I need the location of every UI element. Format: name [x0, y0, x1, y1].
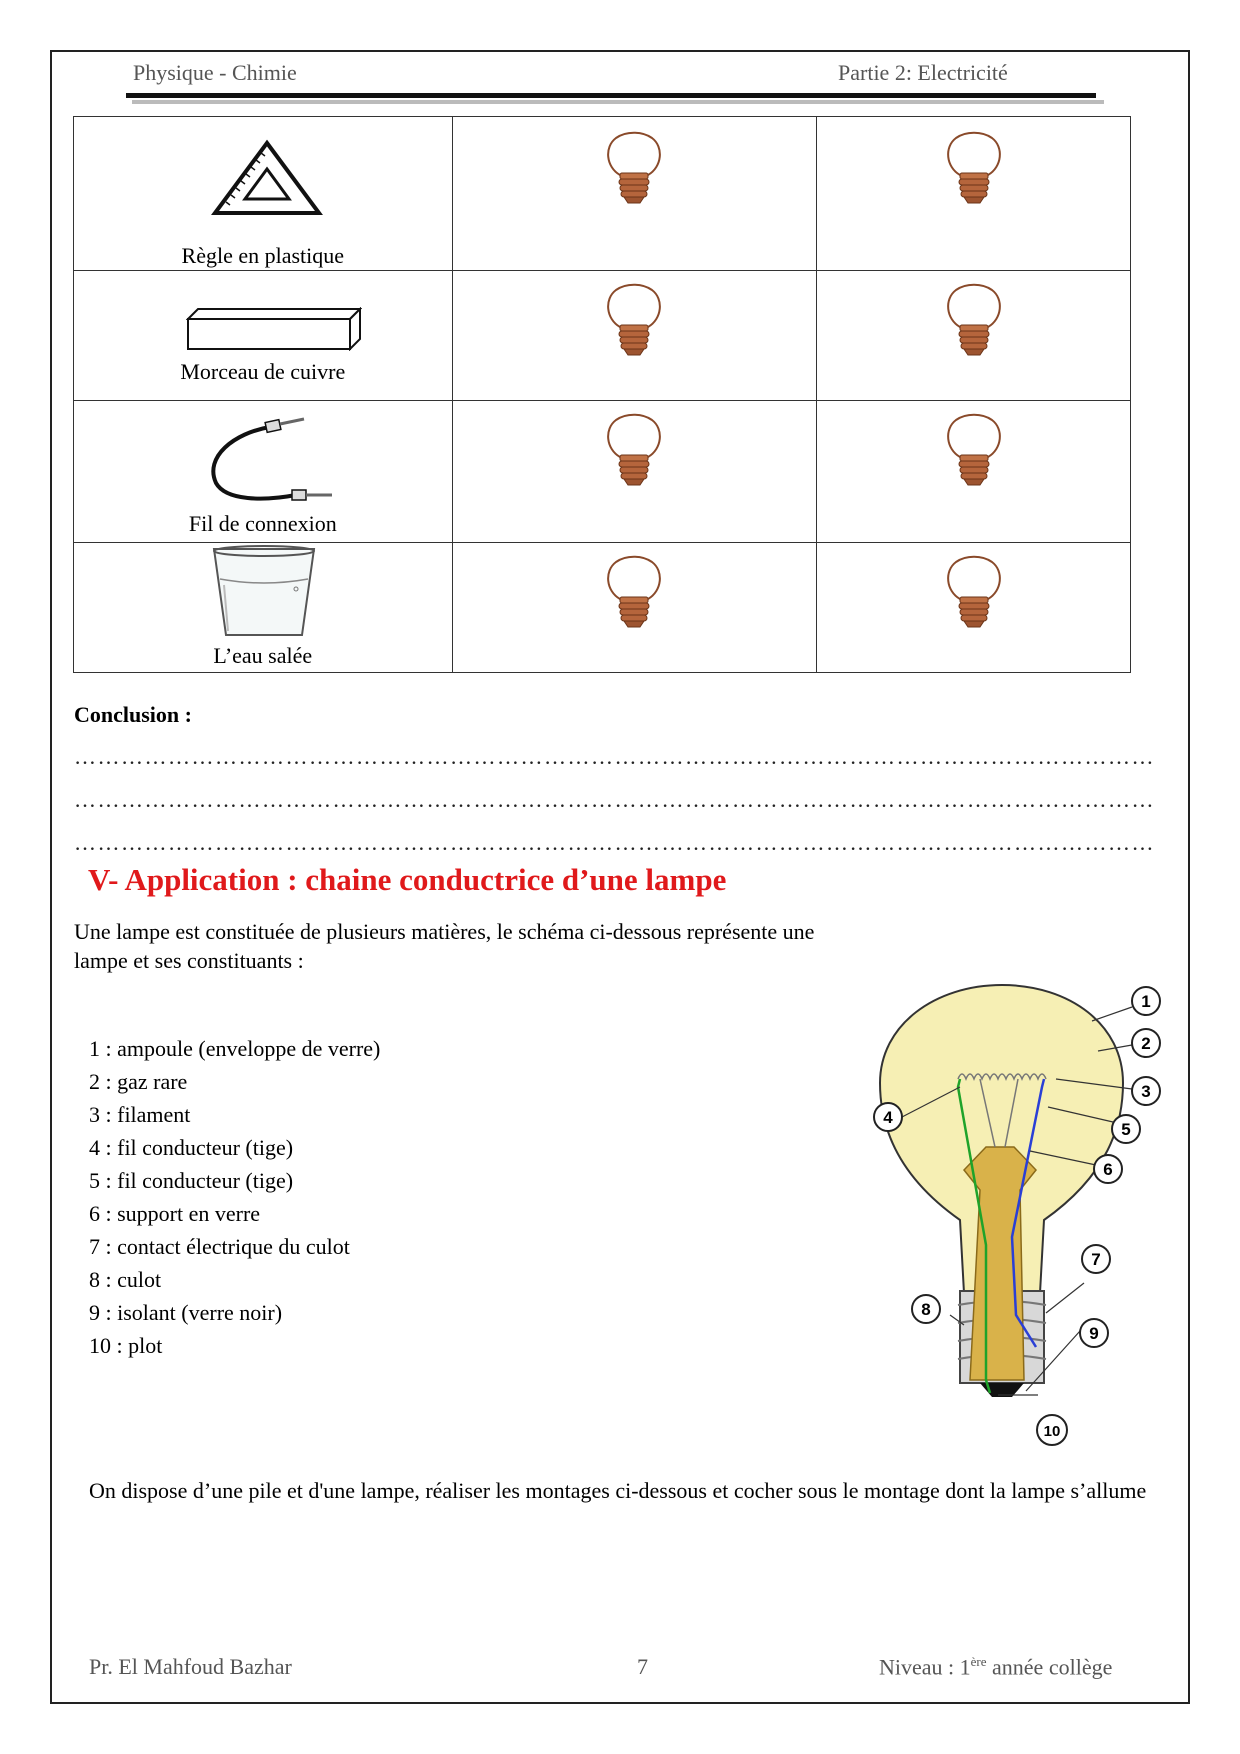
bulb-icon	[942, 413, 1006, 487]
answer-line[interactable]: …………………………………………………………………………………………………………………………	[74, 830, 1155, 855]
footer-level-sup: ère	[970, 1654, 987, 1669]
header-rule-shadow	[132, 100, 1104, 104]
material-cell	[74, 117, 453, 271]
bulb-cell	[452, 543, 817, 673]
callout-number: 10	[1043, 1423, 1061, 1440]
callout-number: 4	[883, 1108, 893, 1127]
material-label: Morceau de cuivre	[180, 359, 346, 384]
list-item: 6 : support en verre	[89, 1201, 261, 1226]
bulb-icon	[942, 131, 1006, 205]
list-item: 10 : plot	[89, 1333, 163, 1358]
bulb-cell	[452, 271, 817, 401]
callout-number: 9	[1089, 1324, 1099, 1343]
table-row	[74, 543, 1131, 673]
callout-number: 7	[1091, 1250, 1101, 1269]
material-cell	[74, 543, 453, 673]
callout-number: 3	[1141, 1082, 1151, 1101]
copper-bar-icon	[186, 307, 362, 351]
bulb-icon	[602, 283, 666, 357]
table-row	[74, 271, 1131, 401]
bulb-icon	[602, 555, 666, 629]
callout-number: 8	[921, 1300, 931, 1319]
section-intro: Une lampe est constituée de plusieurs matières, le schéma ci-dessous représente une lampe et ses constituants :	[74, 919, 815, 973]
answer-line[interactable]: …………………………………………………………………………………………………………………………	[74, 787, 1155, 812]
table-row	[74, 117, 1131, 271]
material-cell	[74, 271, 453, 401]
callout-number: 5	[1121, 1120, 1131, 1139]
footer-page-number: 7	[637, 1654, 648, 1679]
bulb-cell	[817, 543, 1131, 673]
bulb-cell	[817, 401, 1131, 543]
footer-author: Pr. El Mahfoud Bazhar	[89, 1654, 292, 1679]
callout-number: 6	[1103, 1160, 1113, 1179]
list-item: 3 : filament	[89, 1102, 191, 1127]
footer-level	[879, 1654, 1112, 1680]
water-glass-icon	[210, 545, 318, 641]
header-part: Partie 2: Electricité	[838, 60, 1008, 85]
list-item: 1 : ampoule (enveloppe de verre)	[89, 1036, 381, 1061]
answer-line[interactable]: …………………………………………………………………………………………………………………………	[74, 744, 1155, 769]
materials-table	[73, 116, 1131, 673]
bulb-cell	[452, 401, 817, 543]
list-item: 8 : culot	[89, 1267, 162, 1292]
conclusion-label: Conclusion :	[74, 702, 192, 727]
bulb-icon	[602, 131, 666, 205]
task-instruction: On dispose d’une pile et d'une lampe, réaliser les montages ci-dessous et cocher sous le montage dont la lampe s’allume	[89, 1478, 1147, 1503]
bulb-cell	[817, 271, 1131, 401]
list-item: 9 : isolant (verre noir)	[89, 1300, 283, 1325]
ruler-triangle-icon	[211, 139, 323, 217]
list-item: 4 : fil conducteur (tige)	[89, 1135, 294, 1160]
list-item: 5 : fil conducteur (tige)	[89, 1168, 294, 1193]
header-rule	[126, 93, 1096, 98]
list-item: 2 : gaz rare	[89, 1069, 188, 1094]
callout-number: 1	[1141, 992, 1151, 1011]
bulb-cell	[452, 117, 817, 271]
connection-wire-icon	[204, 413, 354, 509]
bulb-cell	[817, 117, 1131, 271]
material-label: Fil de connexion	[188, 511, 337, 536]
list-item: 7 : contact électrique du culot	[89, 1234, 350, 1259]
footer-level-prefix: Niveau : 1	[879, 1654, 971, 1680]
bulb-icon	[942, 283, 1006, 357]
footer-level-suffix: année collège	[986, 1654, 1113, 1680]
table-row	[74, 401, 1131, 543]
lamp-diagram	[840, 975, 1180, 1455]
header-subject: Physique - Chimie	[133, 60, 297, 85]
material-cell	[74, 401, 453, 543]
bulb-icon	[602, 413, 666, 487]
material-label: Règle en plastique	[181, 243, 345, 268]
parts-list	[89, 1032, 380, 1362]
callout-number: 2	[1141, 1034, 1151, 1053]
material-label: L’eau salée	[213, 643, 313, 668]
section-title: V- Application : chaine conductrice d’une lampe	[88, 862, 727, 897]
bulb-icon	[942, 555, 1006, 629]
